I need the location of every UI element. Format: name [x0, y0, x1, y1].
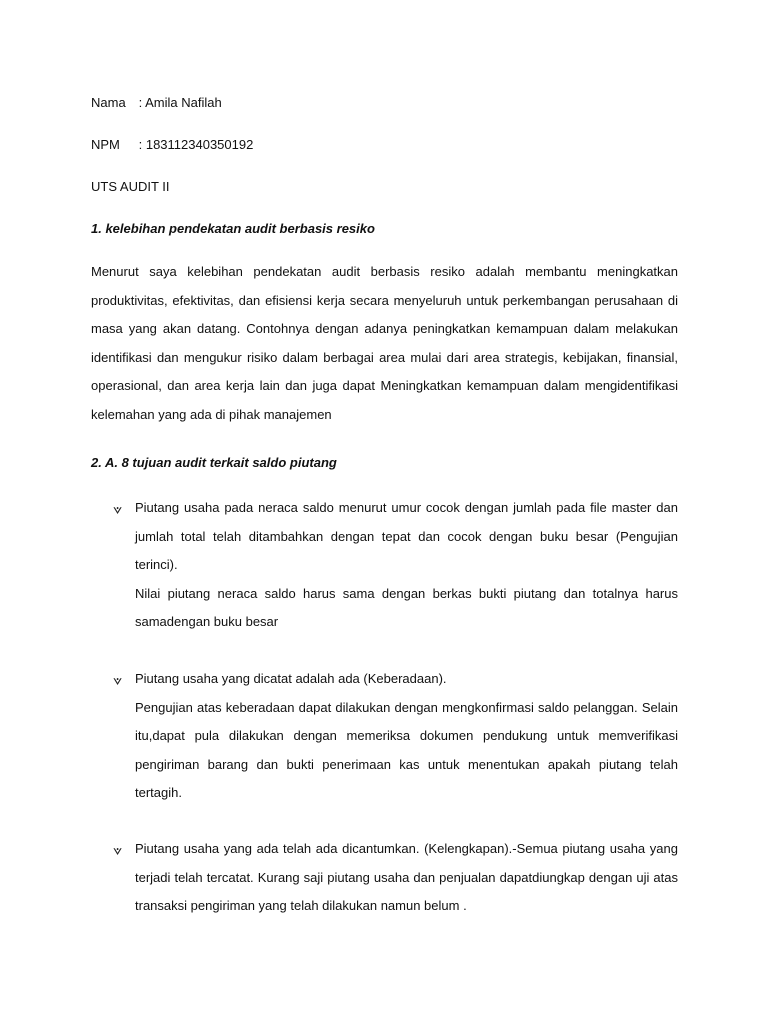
bullet-item-3	[135, 835, 678, 921]
diamond-star-icon: ⟇	[113, 671, 123, 689]
section1-paragraph: Menurut saya kelebihan pendekatan audit berbasis resiko adalah membantu meningkatkan produktivitas, efektivitas, dan efisiensi kerja secara menyeluruh untuk perkembangan perusahaan di masa yang akan datang. Contohnya dengan adanya peningkatkan kemampuan dalam melakukan identifikasi dan mengukur risiko dalam berbagai area mulai dari area strategis, kebijakan, finansial, operasional, dan area kerja lain dan juga dapat Meningkatkan kemampuan dalam mengidentifikasi kelemahan yang ada di pihak manajemen	[91, 264, 678, 422]
npm-field	[91, 137, 253, 152]
name-label: Nama	[91, 95, 126, 110]
diamond-star-icon: ⟇	[113, 500, 123, 518]
section1-heading: 1. kelebihan pendekatan audit berbasis resiko	[91, 221, 375, 236]
bullet-item-1	[135, 494, 678, 637]
npm-value: : 183112340350192	[138, 137, 254, 152]
name-field	[91, 95, 222, 110]
bullet-3-text: Piutang usaha yang ada telah ada dicantumkan. (Kelengkapan).-Semua piutang usaha yang terjadi telah tercatat. Kurang saji piutang usaha dan penjualan dapatdiungkap dengan uji atas transaksi pengiriman yang telah dilakukan namun belum .	[135, 841, 678, 914]
section2-heading: 2. A. 8 tujuan audit terkait saldo piutang	[91, 455, 337, 470]
name-value: : Amila Nafilah	[138, 95, 222, 110]
bullet-2-detail: Pengujian atas keberadaan dapat dilakukan dengan mengkonfirmasi saldo pelanggan. Selain itu,dapat pula dilakukan dengan memeriksa dokumen pendukung untuk memverifikasi pengiriman barang dan bukti penerimaan kas untuk menentukan apakah piutang telah tertagih.	[135, 699, 678, 801]
bullet-item-2	[135, 665, 678, 808]
bullet-1-text: Piutang usaha pada neraca saldo menurut umur cocok dengan jumlah pada file master dan jumlah total telah ditambahkan dengan tepat dan cocok dengan buku besar (Pengujian terinci).	[135, 500, 678, 573]
exam-title: UTS AUDIT II	[91, 179, 170, 194]
diamond-star-icon: ⟇	[113, 841, 123, 859]
npm-label: NPM	[91, 137, 120, 152]
bullet-2-text: Piutang usaha yang dicatat adalah ada (Keberadaan).	[135, 671, 447, 686]
bullet-1-detail: Nilai piutang neraca saldo harus sama dengan berkas bukti piutang dan totalnya harus samadengan buku besar	[135, 585, 678, 630]
